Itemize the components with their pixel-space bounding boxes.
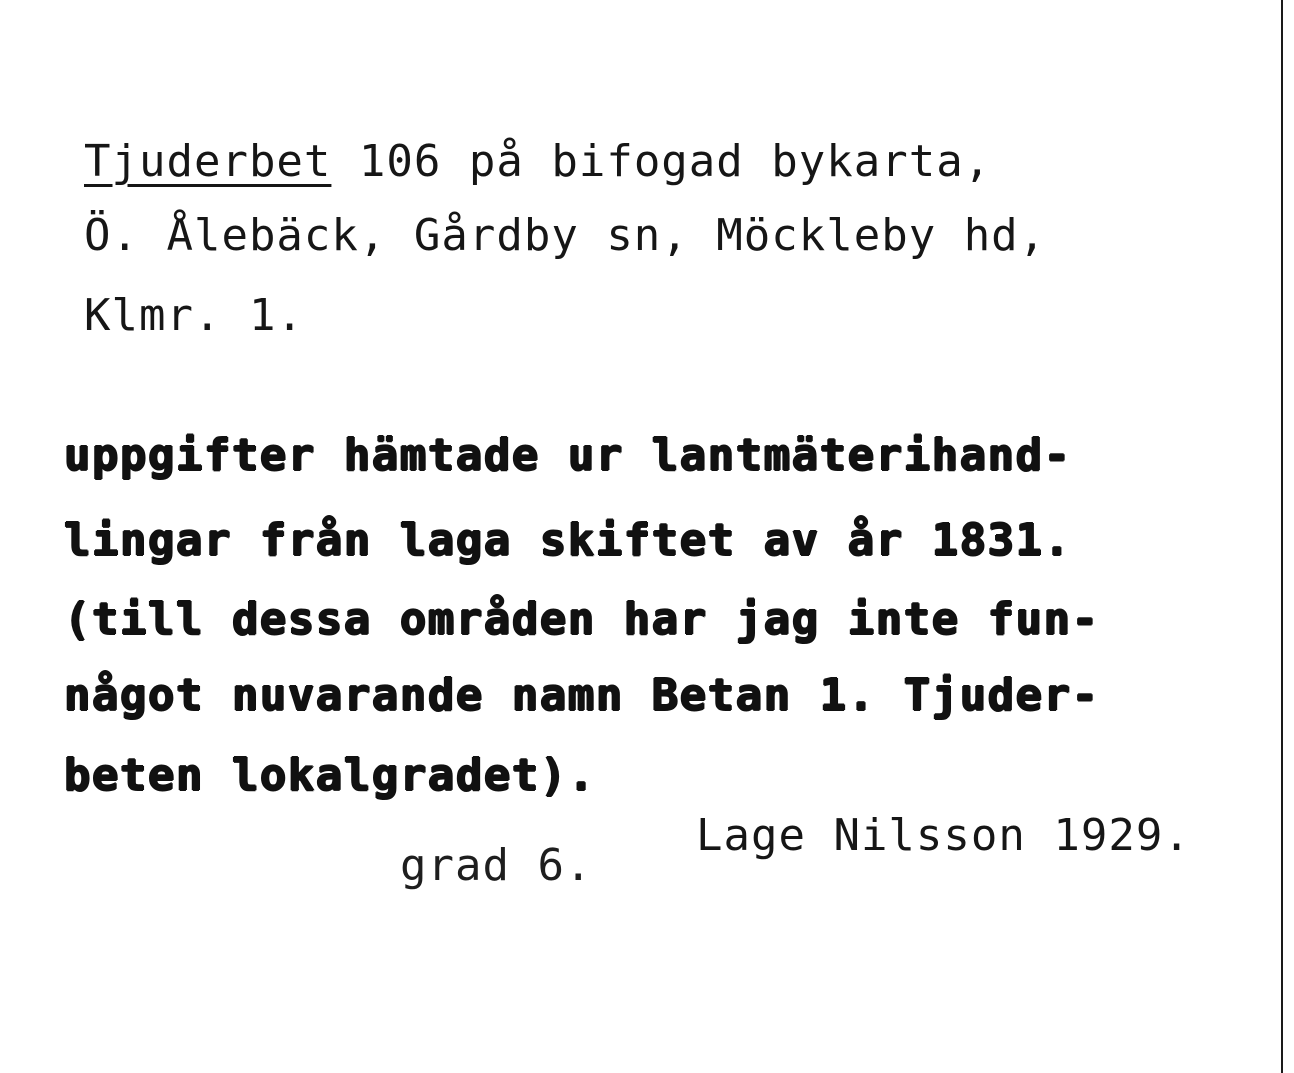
- signature: Lage Nilsson 1929.: [696, 810, 1191, 861]
- header-line-1-rest: 106 på bifogad bykarta,: [331, 136, 992, 187]
- header-line-1: [84, 136, 991, 187]
- header-line-2: Ö. Ålebäck, Gårdby sn, Möckleby hd,: [84, 210, 1047, 261]
- place-name: Tjuderbet: [84, 136, 332, 187]
- body-line-2: lingar från laga skiftet av år 1831.: [64, 515, 1072, 566]
- body-line-5: beten lokalgradet).: [64, 750, 596, 801]
- grade-note: grad 6.: [400, 840, 593, 891]
- body-line-3: (till dessa områden har jag inte fun-: [64, 594, 1100, 645]
- card-edge: [1281, 0, 1283, 1073]
- body-line-1: uppgifter hämtade ur lantmäterihand-: [64, 430, 1072, 481]
- body-line-4: något nuvarande namn Betan 1. Tjuder-: [64, 670, 1100, 721]
- header-line-3: Klmr. 1.: [84, 290, 304, 341]
